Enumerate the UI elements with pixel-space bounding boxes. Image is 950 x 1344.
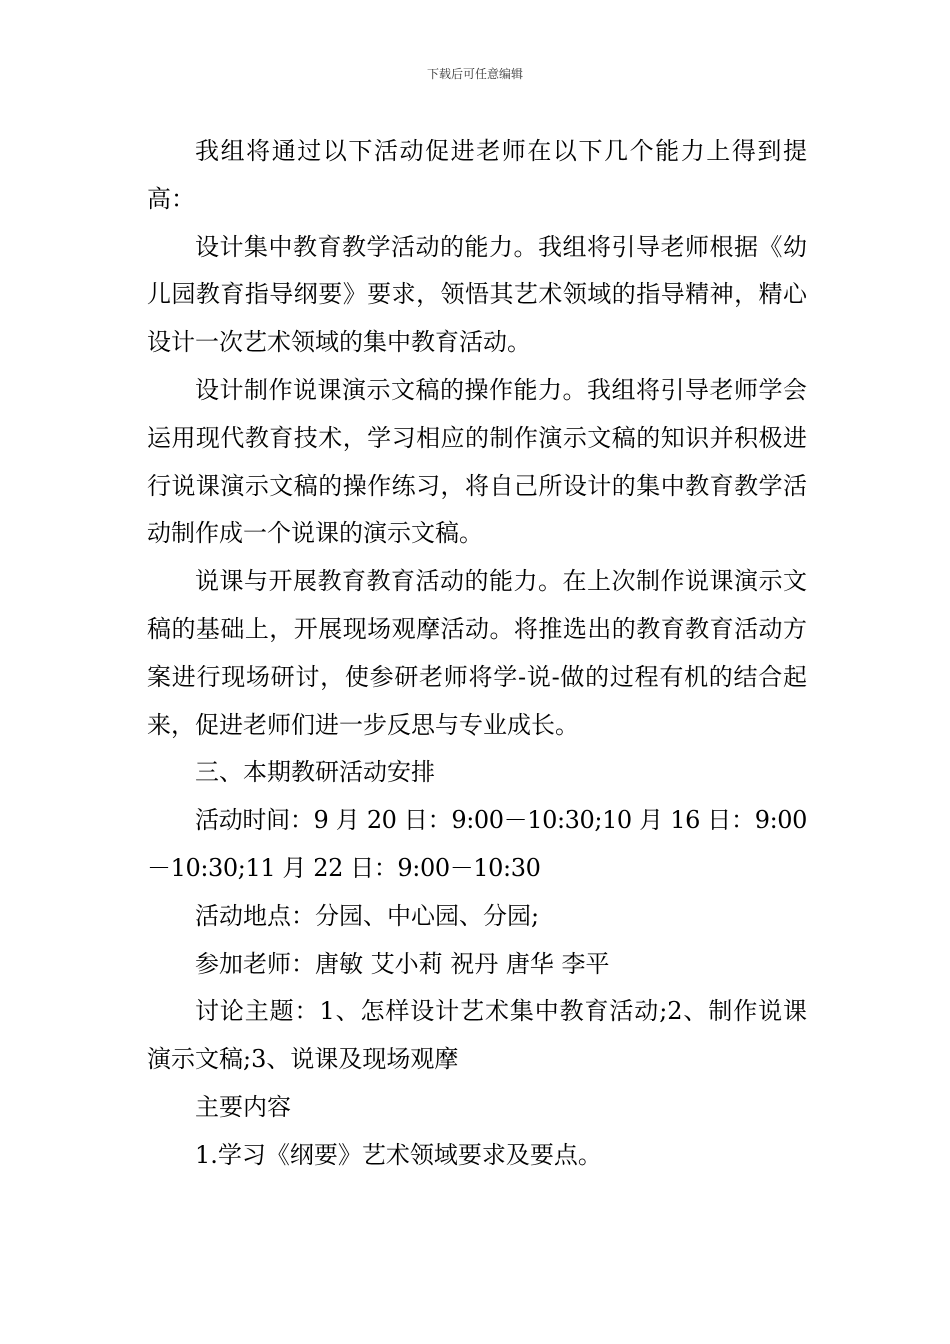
paragraph-main-content: 主要内容 [195, 1092, 291, 1121]
paragraph-content-item-1: 1.学习《纲要》艺术领域要求及要点。 [195, 1140, 602, 1169]
paragraph-intro: 我组将通过以下活动促进老师在以下几个能力上得到提高： [147, 137, 807, 213]
paragraph-design-ability: 设计集中教育教学活动的能力。我组将引导老师根据《幼儿园教育指导纲要》要求，领悟其艺术领域的指导精神，精心设计一次艺术领域的集中教育活动。 [147, 232, 807, 357]
paragraph-discussion-topics: 讨论主题：1、怎样设计艺术集中教育活动;2、制作说课演示文稿;3、说课及现场观摩 [147, 997, 807, 1074]
page-header-note: 下载后可任意编辑 [426, 67, 523, 81]
paragraph-slides-ability: 设计制作说课演示文稿的操作能力。我组将引导老师学会运用现代教育技术，学习相应的制作演示文稿的知识并积极进行说课演示文稿的操作练习，将自己所设计的集中教育教学活动制作成一个说课的演示文稿。 [147, 375, 807, 548]
document-body [147, 128, 807, 1180]
section-heading-schedule: 三、本期教研活动安排 [195, 758, 435, 787]
paragraph-activity-location: 活动地点：分园、中心园、分园; [195, 901, 540, 930]
paragraph-activity-time: 活动时间：9 月 20 日：9:00－10:30;10 月 16 日：9:00－10:30;11 月 22 日：9:00－10:30 [147, 806, 807, 882]
paragraph-teaching-ability: 说课与开展教育教育活动的能力。在上次制作说课演示文稿的基础上，开展现场观摩活动。将推选出的教育教育活动方案进行现场研讨，使参研老师将学-说-做的过程有机的结合起来，促进老师们进一步反思与专业成长。 [147, 567, 807, 739]
paragraph-participants: 参加老师：唐敏 艾小莉 祝丹 唐华 李平 [195, 949, 610, 978]
